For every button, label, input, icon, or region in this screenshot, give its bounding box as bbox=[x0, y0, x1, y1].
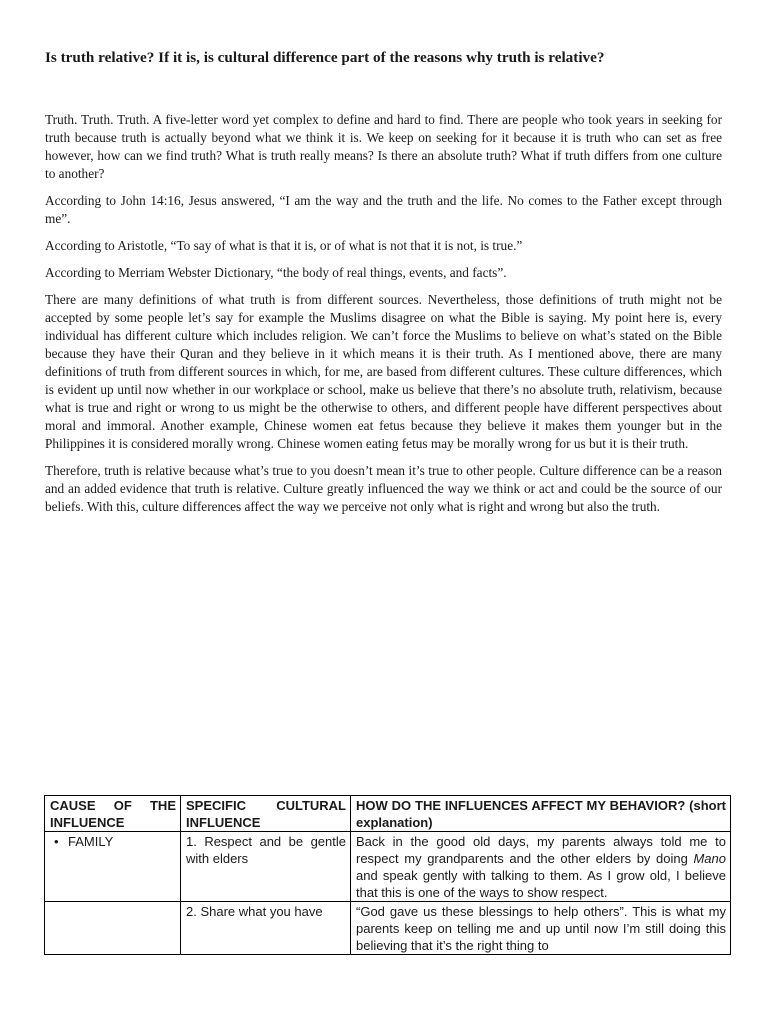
paragraph-john-quote: According to John 14:16, Jesus answered, “I am the way and the truth and the life. No comes to the Father except through me”. bbox=[45, 193, 722, 226]
paragraph-argument: There are many definitions of what truth is from different sources. Nevertheless, those definitions of truth might not be accepted by some people let’s say for example the Muslims disagree on what the Bible is saying. My point here is, every individual has different culture which includes religion. We can’t force the Muslims to believe on what’s stated on the Bible because they have their Quran and they believe in it which means it is their truth. As I mentioned above, there are many definitions of truth from different sources in which, for me, are based from different cultures. These culture differences, which is evident up until now whether in our workplace or school, make us believe that there’s no absolute truth, relativism, because what is true and right or wrong to us might be the otherwise to others, and different people have different perspectives about moral and immoral. Another example, Chinese women eat fetus because they believe it makes them younger but in the Philippines it is considered morally wrong. Chinese women eating fetus may be morally wrong for us but it is their truth. bbox=[45, 292, 722, 451]
essay-body bbox=[45, 111, 722, 525]
header-cause: CAUSE OF THE INFLUENCE bbox=[45, 796, 181, 832]
influence-cell: 2. Share what you have bbox=[181, 902, 351, 955]
table-row bbox=[45, 902, 731, 955]
effect-cell bbox=[351, 832, 731, 902]
paragraph-aristotle-quote: According to Aristotle, “To say of what is that it is, or of what is not that it is not, is true.” bbox=[45, 238, 523, 253]
influence-cell: 1. Respect and be gentle with elders bbox=[181, 832, 351, 902]
effect-italic-term: Mano bbox=[693, 851, 726, 866]
paragraph-intro: Truth. Truth. Truth. A five-letter word yet complex to define and hard to find. There are people who took years in seeking for truth because truth is actually beyond what we think it is. We keep on seeking for it because it is truth who can set as free however, how can we find truth? What is truth really means? Is there an absolute truth? What if truth differs from one culture to another? bbox=[45, 112, 722, 181]
cause-cell bbox=[45, 832, 181, 902]
effect-cell: “God gave us these blessings to help others”. This is what my parents keep on telling me and up until now I’m still doing this believing that it’s the right thing to bbox=[351, 902, 731, 955]
paragraph-conclusion: Therefore, truth is relative because what’s true to you doesn’t mean it’s true to other people. Culture difference can be a reason and an added evidence that truth is relative. Culture greatly influenced the way we think or act and could be the source of our beliefs. With this, culture differences affect the way we perceive not only what is right and wrong but also the truth. bbox=[45, 463, 722, 514]
page-title: Is truth relative? If it is, is cultural difference part of the reasons why truth is relative? bbox=[45, 49, 605, 66]
cause-bullet-item: • FAMILY bbox=[50, 833, 176, 850]
table-header-row bbox=[45, 796, 731, 832]
header-specific-influence: SPECIFIC CULTURAL INFLUENCE bbox=[181, 796, 351, 832]
cause-cell bbox=[45, 902, 181, 955]
table-row bbox=[45, 832, 731, 902]
header-behavior-effect: HOW DO THE INFLUENCES AFFECT MY BEHAVIOR? (short explanation) bbox=[351, 796, 731, 832]
cultural-influence-table bbox=[44, 795, 731, 955]
paragraph-merriam-webster: According to Merriam Webster Dictionary, “the body of real things, events, and facts”. bbox=[45, 265, 507, 280]
effect-text: Back in the good old days, my parents always told me to respect my grandparents and the other elders by doing bbox=[356, 834, 726, 866]
effect-text: and speak gently with talking to them. As I grow old, I believe that this is one of the ways to show respect. bbox=[356, 868, 726, 900]
